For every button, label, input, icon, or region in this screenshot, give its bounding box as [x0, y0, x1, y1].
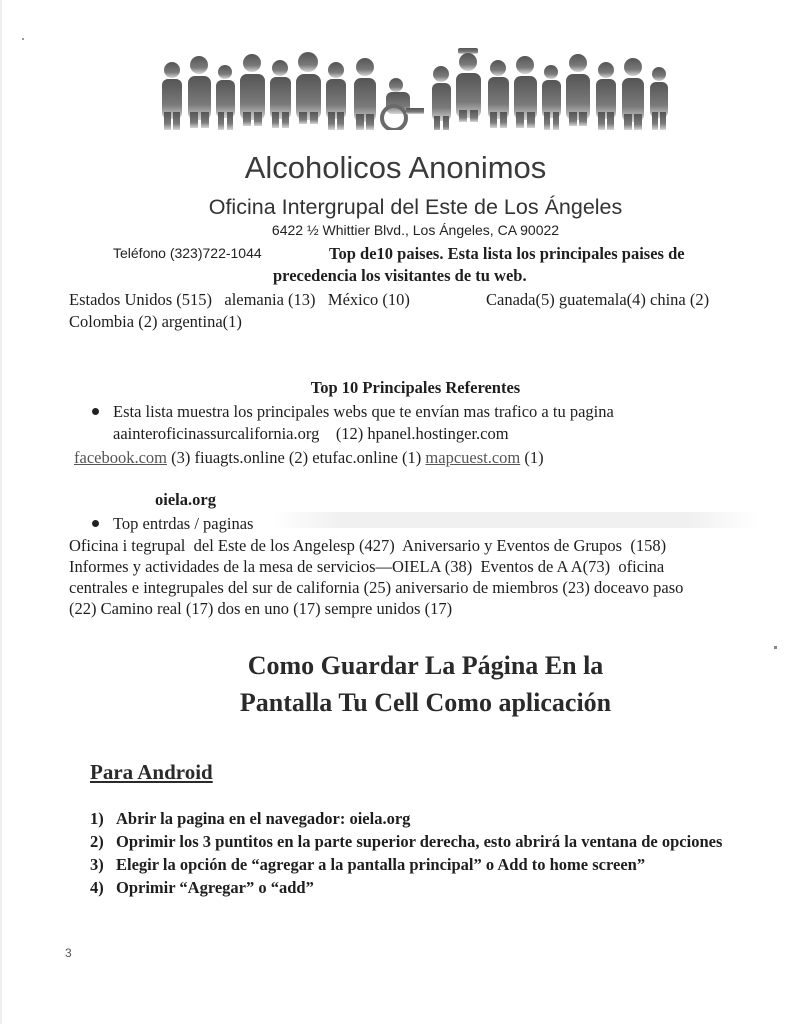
referrers-title: Top 10 Principales Referentes — [310, 378, 521, 397]
referrers-mid-text: (3) fiuagts.online (2) etufac.online (1) — [171, 448, 422, 467]
scan-speck — [774, 646, 777, 649]
step-3: 3) Elegir la opción de “agregar a la pantalla principal” o Add to home screen” — [90, 855, 646, 874]
step-1: 1) Abrir la pagina en el navegador: oiela.org — [90, 809, 411, 828]
android-steps — [90, 808, 730, 900]
facebook-link[interactable]: facebook.com — [74, 448, 167, 467]
scan-smudge — [270, 512, 760, 528]
countries-line1a: Estados Unidos (515) alemania (13) México (10) — [69, 290, 410, 309]
referrers-line3 — [74, 447, 544, 468]
office-name: Oficina Intergrupal del Este de Los Ángeles — [208, 195, 623, 219]
referrers-bullet-text: Esta lista muestra los principales webs que te envían mas trafico a tu pagina — [113, 402, 614, 421]
countries-line2: Colombia (2) argentina(1) — [69, 312, 242, 331]
pages-line3: centrales e integrupales del sur de california (25) aniversario de miembros (23) doceavo paso — [69, 578, 684, 597]
people-silhouette-banner — [150, 48, 675, 130]
pages-line1: Oficina i tegrupal del Este de los Angelesp (427) Aniversario y Eventos de Grupos (158) — [69, 536, 667, 555]
step-4: 4) Oprimir “Agregar” o “add” — [90, 878, 314, 897]
page-number: 3 — [65, 946, 72, 960]
referrers-line2: aainteroficinassurcalifornia.org (12) hpanel.hostinger.com — [113, 424, 509, 443]
referrers-bullet-item — [92, 401, 614, 422]
scan-speck — [22, 38, 24, 40]
guide-title-line2: Pantalla Tu Cell Como aplicación — [239, 688, 612, 717]
pages-bullet-item — [92, 513, 253, 534]
pages-line4: (22) Camino real (17) dos en uno (17) sempre unidos (17) — [69, 599, 453, 618]
office-phone: Teléfono (323)722-1044 — [113, 245, 262, 261]
guide-title-line1: Como Guardar La Página En la — [247, 651, 604, 680]
step-2: 2) Oprimir los 3 puntitos en la parte superior derecha, esto abrirá la ventana de opciones — [90, 832, 723, 851]
office-address: 6422 ½ Whittier Blvd., Los Ángeles, CA 90022 — [271, 222, 560, 238]
mapcuest-link[interactable]: mapcuest.com — [425, 448, 521, 467]
pages-line2: Informes y actividades de la mesa de servicios—OIELA (38) Eventos de A A(73) oficina — [69, 557, 665, 576]
site-name: oiela.org — [155, 490, 216, 509]
pages-bullet-text: Top entrdas / paginas — [113, 514, 254, 533]
org-name: Alcoholicos Anonimos — [244, 150, 547, 185]
bullet-dot — [92, 408, 99, 415]
android-steps-list — [90, 808, 730, 898]
android-heading: Para Android — [90, 760, 213, 784]
bullet-dot — [92, 520, 99, 527]
countries-title-line2: precedencia los visitantes de tu web. — [273, 266, 527, 285]
scan-left-edge — [0, 0, 2, 1024]
referrers-end-text: (1) — [524, 448, 544, 467]
countries-title-line1: Top de10 paises. Esta lista los principales paises de — [329, 244, 685, 263]
countries-line1b: Canada(5) guatemala(4) china (2) — [486, 290, 710, 309]
